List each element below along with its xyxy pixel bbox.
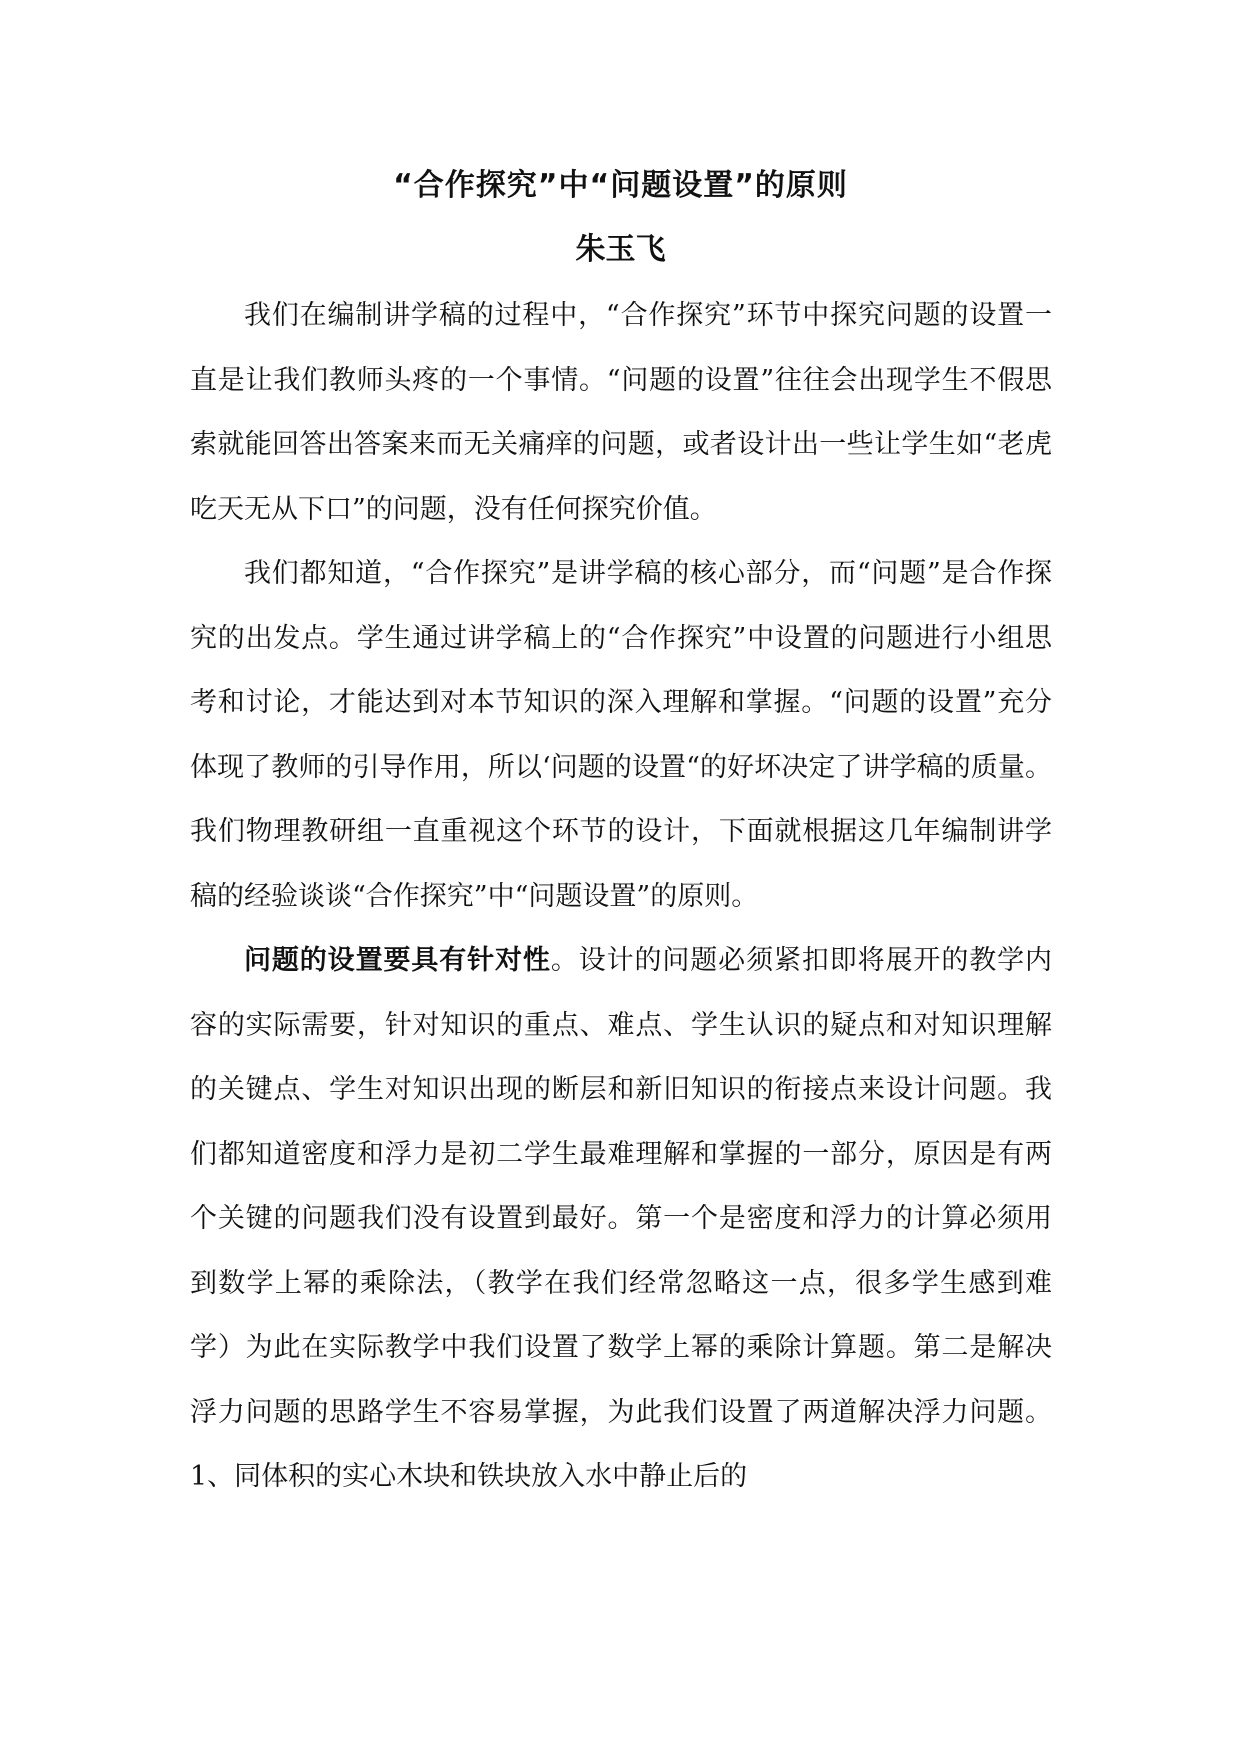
document-body bbox=[190, 284, 1052, 1510]
paragraph-intro bbox=[190, 284, 1052, 542]
paragraph-importance bbox=[190, 542, 1052, 929]
paragraph-text: 。设计的问题必须紧扣即将展开的教学内容的实际需要，针对知识的重点、难点、学生认识的疑点和对知识理解的关键点、学生对知识出现的断层和新旧知识的衔接点来设计问题。我们都知道密度和浮力是初二学生最难理解和掌握的一部分，原因是有两个关键的问题我们没有设置到最好。第一个是密度和浮力的计算必须用到数学上幂的乘除法，（教学在我们经常忽略这一点，很多学生感到难学）为此在实际教学中我们设置了数学上幂的乘除计算题。第二是解决浮力问题的思路学生不容易掌握，为此我们设置了两道解决浮力问题。1、同体积的实心木块和铁块放入水中静止后的 bbox=[190, 945, 1053, 1492]
paragraph-lead-heading: 问题的设置要具有针对性 bbox=[244, 945, 551, 976]
paragraph-principle-targeted bbox=[190, 929, 1052, 1510]
document-author: 朱玉飞 bbox=[575, 232, 666, 267]
paragraph-text: 我们在编制讲学稿的过程中，“合作探究”环节中探究问题的设置一直是让我们教师头疼的一个事情。“问题的设置”往往会出现学生不假思索就能回答出答案来而无关痛痒的问题，或者设计出一些让学生如“老虎吃天无从下口”的问题，没有任何探究价值。 bbox=[190, 300, 1052, 525]
paragraph-text: 我们都知道，“合作探究”是讲学稿的核心部分，而“问题”是合作探究的出发点。学生通过讲学稿上的“合作探究”中设置的问题进行小组思考和讨论，才能达到对本节知识的深入理解和掌握。“问题的设置”充分体现了教师的引导作用，所以‘问题的设置“的好坏决定了讲学稿的质量。我们物理教研组一直重视这个环节的设计，下面就根据这几年编制讲学稿的经验谈谈“合作探究”中“问题设置”的原则。 bbox=[190, 558, 1052, 912]
document-title: “合作探究”中“问题设置”的原则 bbox=[393, 168, 848, 203]
